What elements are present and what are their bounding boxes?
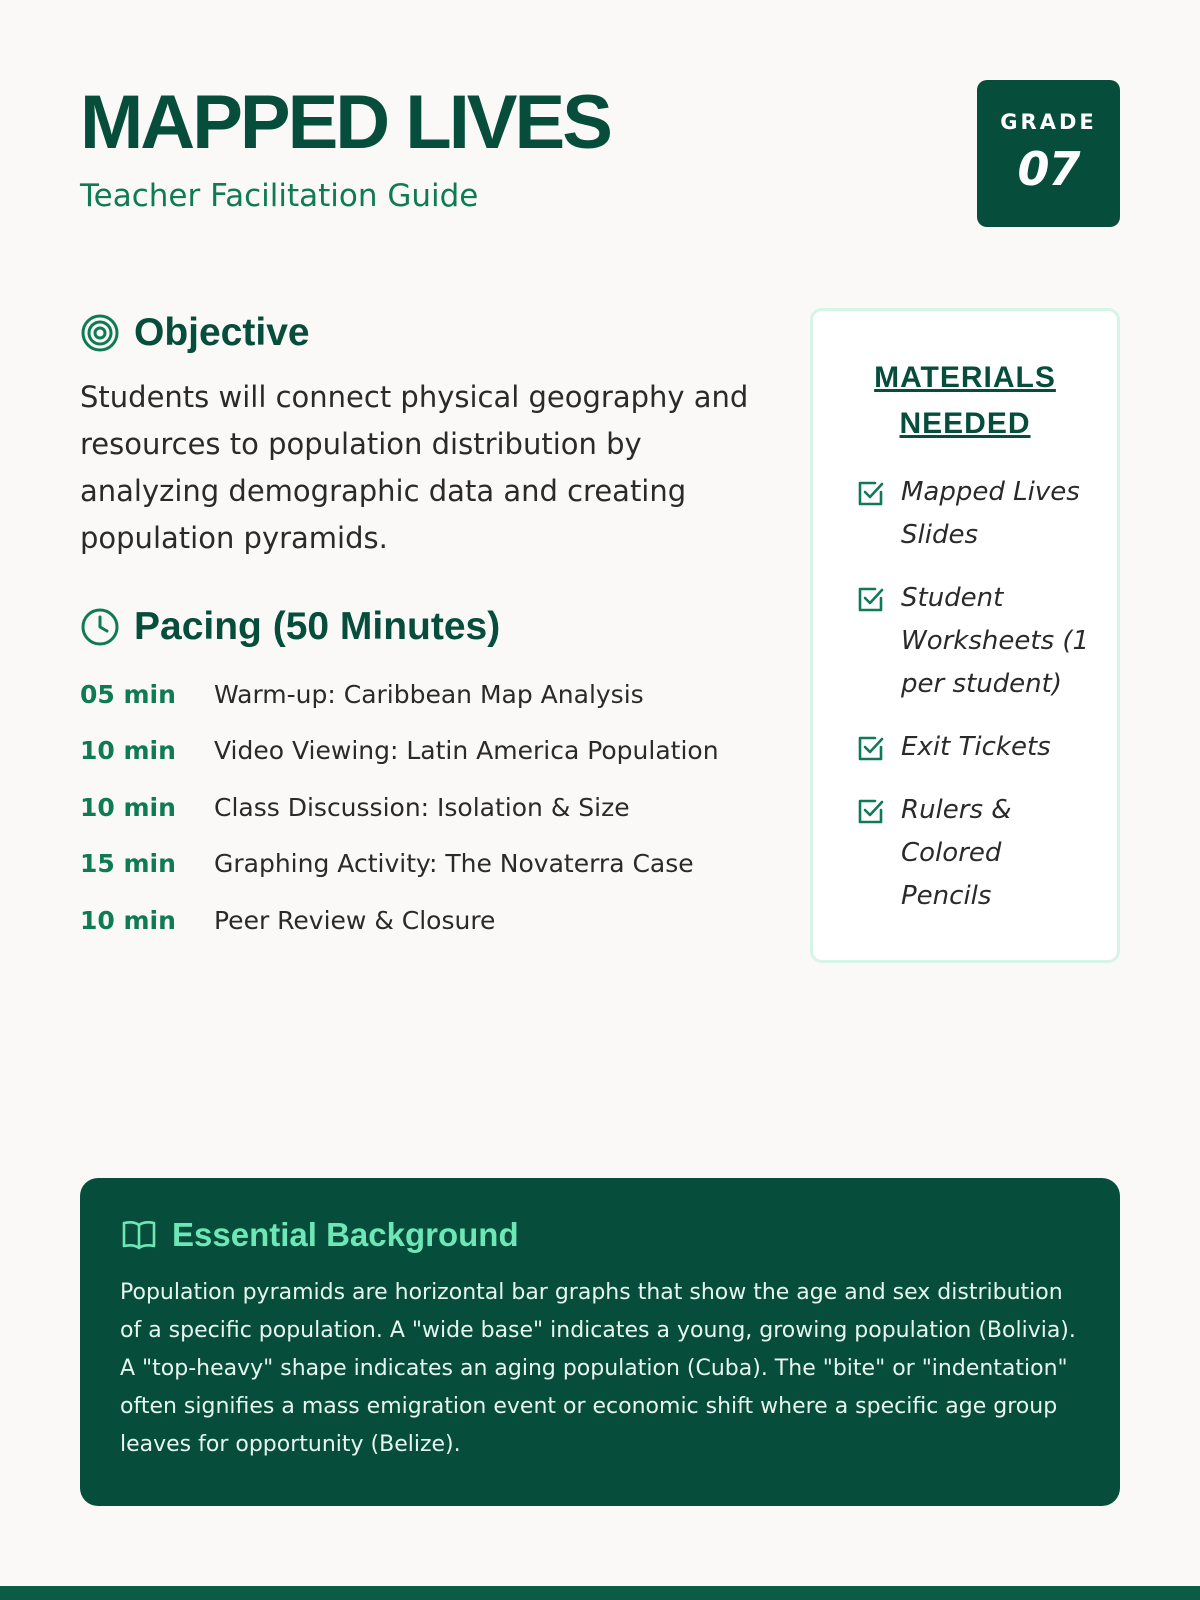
checkbox-icon bbox=[855, 583, 887, 615]
pacing-list bbox=[80, 666, 780, 949]
material-text: Student Worksheets (1 per student) bbox=[901, 583, 1090, 699]
pacing-time: 05 min bbox=[80, 679, 176, 709]
material-item bbox=[855, 471, 1095, 557]
pacing-time: 10 min bbox=[80, 905, 176, 935]
background-heading bbox=[120, 1216, 519, 1254]
pacing-heading-text: Pacing (50 Minutes) bbox=[134, 605, 501, 648]
pacing-time: 10 min bbox=[80, 736, 176, 766]
pacing-row bbox=[80, 666, 780, 723]
pacing-activity: Peer Review & Closure bbox=[214, 905, 496, 935]
grade-label: GRADE bbox=[1000, 110, 1097, 134]
background-panel bbox=[80, 1178, 1120, 1506]
background-heading-text: Essential Background bbox=[172, 1216, 519, 1253]
pacing-heading bbox=[80, 604, 500, 650]
book-icon bbox=[120, 1216, 158, 1254]
checkbox-icon bbox=[855, 477, 887, 509]
pacing-activity: Video Viewing: Latin America Population bbox=[214, 736, 719, 766]
pacing-row bbox=[80, 836, 780, 893]
grade-number: 07 bbox=[1017, 142, 1080, 196]
materials-list bbox=[855, 471, 1095, 938]
material-item bbox=[855, 577, 1095, 706]
target-icon bbox=[80, 313, 120, 353]
objective-text: Students will connect physical geography and resources to population distribution by analyzing demographic data and creating population pyramids. bbox=[80, 380, 749, 555]
material-item bbox=[855, 726, 1095, 769]
pacing-row bbox=[80, 723, 780, 780]
pacing-activity: Class Discussion: Isolation & Size bbox=[214, 792, 630, 822]
checkbox-icon bbox=[855, 732, 887, 764]
pacing-activity: Graphing Activity: The Novaterra Case bbox=[214, 849, 694, 879]
footer-bar bbox=[0, 1586, 1200, 1600]
pacing-activity: Warm-up: Caribbean Map Analysis bbox=[214, 679, 644, 709]
background-text: Population pyramids are horizontal bar graphs that show the age and sex distribution of a specific population. A "wide base" indicates a young, growing population (Bolivia). A "top-heavy" shape indicates an aging population (Cuba). The "bite" or "indentation" often signifies a mass emigration event or economic shift where a specific age group leaves for opportunity (Belize). bbox=[120, 1280, 1076, 1457]
objective-heading bbox=[80, 310, 310, 356]
page-subtitle: Teacher Facilitation Guide bbox=[80, 178, 479, 214]
checkbox-icon bbox=[855, 795, 887, 827]
material-text: Exit Tickets bbox=[901, 732, 1051, 762]
objective-heading-text: Objective bbox=[134, 311, 310, 354]
material-text: Rulers & Colored Pencils bbox=[901, 795, 1012, 911]
pacing-time: 10 min bbox=[80, 792, 176, 822]
clock-icon bbox=[80, 607, 120, 647]
materials-card bbox=[810, 308, 1120, 963]
pacing-row bbox=[80, 892, 780, 949]
material-text: Mapped Lives Slides bbox=[901, 477, 1080, 550]
materials-heading: MATERIALS NEEDED bbox=[874, 361, 1056, 440]
pacing-row bbox=[80, 779, 780, 836]
grade-badge bbox=[977, 80, 1120, 227]
material-item bbox=[855, 789, 1095, 918]
page-title: MAPPED LIVES bbox=[80, 80, 610, 165]
pacing-time: 15 min bbox=[80, 849, 176, 879]
